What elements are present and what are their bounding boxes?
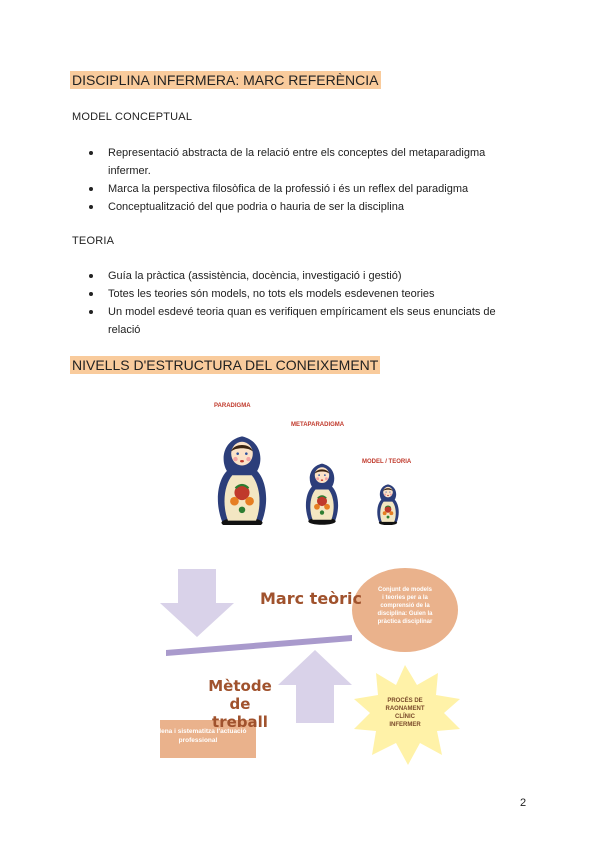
metode-treball-label [200, 677, 280, 731]
box-line: Ordena i sistematitza l'actuació [149, 728, 247, 735]
starburst-text [375, 697, 435, 729]
circle-line: i teories per a la [382, 595, 428, 601]
circle-line: Conjunt de models [378, 587, 432, 593]
list-item: Totes les teories són models, no tots els models esdevenen teories [86, 285, 516, 303]
marc-circle-text [352, 586, 458, 626]
doll-label-paradigma: PARADIGMA [214, 403, 251, 409]
list-item: Marca la perspectiva filosòfica de la professió i és un reflex del paradigma [86, 180, 516, 198]
circle-line: comprensió de la [380, 603, 430, 609]
box-text [140, 727, 256, 745]
section-heading-nivells: NIVELLS D'ESTRUCTURA DEL CONEIXEMENT [72, 357, 379, 373]
list-item: Un model esdevé teoria quan es verifiquen empíricament els seus enunciats de relació [86, 303, 516, 339]
star-line: CLÍNIC [395, 714, 415, 720]
circle-line: pràctica disciplinar [377, 619, 433, 625]
balance-bar-shape [166, 635, 352, 656]
marc-teoric-label: Marc teòric [260, 589, 363, 608]
doll-label-metaparadigma: METAPARADIGMA [291, 422, 345, 428]
star-line: INFERMER [389, 722, 421, 728]
teoria-list [86, 267, 516, 339]
star-line: RAONAMENT [385, 706, 425, 712]
doll-label-model-teoria: MODEL / TEORIA [362, 459, 412, 465]
model-conceptual-list [86, 144, 516, 216]
page-number: 2 [520, 797, 527, 809]
circle-line: disciplina: Guien la [377, 611, 433, 617]
model-conceptual-title: MODEL CONCEPTUAL [72, 111, 193, 123]
list-item: Conceptualització del que podria o hauria de ser la disciplina [86, 198, 516, 216]
down-arrow-shape [160, 569, 234, 637]
section-heading-marc-referencia: DISCIPLINA INFERMERA: MARC REFERÈNCIA [72, 72, 379, 88]
metode-line1: Mètode [208, 677, 272, 695]
up-arrow-shape [278, 650, 352, 723]
teoria-title: TEORIA [72, 235, 115, 247]
metode-line2: de treball [212, 695, 268, 731]
star-line: PROCÉS DE [387, 698, 423, 704]
list-item: Guía la pràctica (assistència, docència, investigació i gestió) [86, 267, 516, 285]
box-line: professional [178, 737, 218, 744]
matryoshka-dolls-image [200, 410, 420, 525]
list-item: Representació abstracta de la relació entre els conceptes del metaparadigma infermer. [86, 144, 516, 180]
